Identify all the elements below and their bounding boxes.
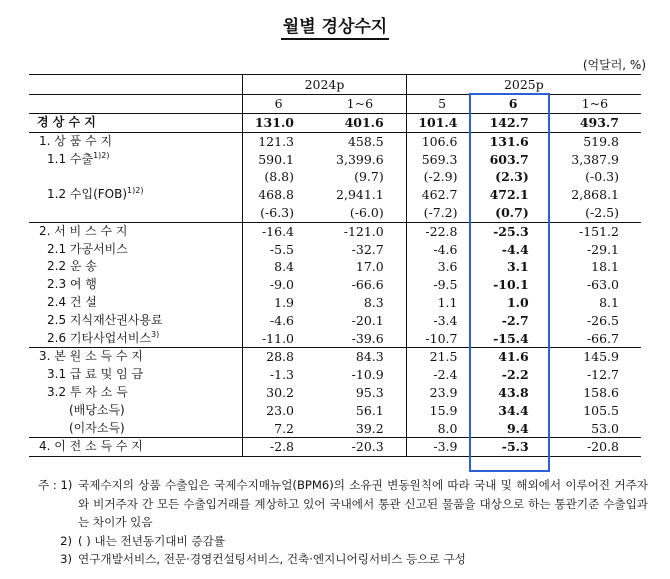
row-label-text: 1. 상 품 수 지 [39,133,113,148]
row-label-text: 3.2 투 자 소 득 [47,384,128,399]
table-cell: 21.5 [406,348,477,366]
table-cell: 603.7 [489,151,529,167]
table-row [29,384,641,402]
table-cell: (8.8) [243,168,314,186]
row-label [29,241,243,259]
table-cell: -5.5 [243,241,314,259]
table-cell: -20.3 [314,438,406,457]
row-label-text: 4. 이 전 소 득 수 지 [39,439,143,454]
table-row [29,132,641,150]
row-label-text: (이자소득) [69,420,125,435]
row-label-text: 2.5 지식재산권사용료 [47,312,163,327]
table-row [29,294,641,312]
row-label [29,276,243,294]
table-row [29,312,641,330]
footnote [38,476,648,532]
footnote-ref: 1)2) [127,186,144,196]
table-cell: 8.0 [406,420,477,438]
table-cell: 8.4 [243,258,314,276]
table-cell: 158.6 [583,384,619,400]
month-header: 1~6 [549,95,641,114]
table-cell: 145.9 [549,348,641,366]
table-cell: 2,868.1 [571,187,619,203]
row-label-text: 2.1 가공서비스 [47,241,128,256]
row-label-text: 2.6 기타사업서비스 [47,330,152,345]
row-label-text: 3.1 급 료 및 임 금 [47,367,144,382]
table-cell: -11.0 [243,330,314,348]
month-header: 1~6 [314,95,406,114]
table-cell: -4.6 [406,241,477,259]
row-label [29,186,243,204]
table-cell: -4.6 [243,312,314,330]
table-cell: -2.8 [243,438,314,457]
footnote-mark: 주 : 1) [38,478,73,492]
table-cell: 569.3 [406,151,477,169]
row-label [29,330,243,348]
table-cell: 1.1 [406,294,477,312]
table-cell: -12.7 [586,367,619,383]
table-cell: 9.4 [506,420,529,436]
table-cell: -25.3 [477,222,548,240]
footnote-text: 국제수지의 상품 수출입은 국제수지매뉴얼(BPM6)의 소유권 변동원칙에 따라 국내 및 해외에서 이루어진 거주자와 비거주자 간 모든 수출입거래를 계상하고 있어 국내에서 통관 신고된 물품을 대상으로 하는 통관기준 수출입과는 차이가 있음 [78,478,648,530]
table-cell: 519.8 [583,133,619,149]
table-cell: (-2.9) [406,168,477,186]
table-cell: (-0.3) [585,169,619,185]
row-label-text: 경 상 수 지 [37,115,96,129]
table-cell: 590.1 [243,151,314,169]
footnote-ref: 1)2) [93,150,110,160]
table-cell: -20.8 [549,438,641,457]
table-row [29,151,641,169]
table-cell: (9.7) [354,169,384,185]
table-row [29,366,641,384]
table-cell: 56.1 [355,402,384,418]
footnote [38,532,648,551]
table-row [29,114,641,133]
table-row [29,330,641,348]
table-cell: 15.9 [406,402,477,420]
table-cell: -1.3 [243,366,314,384]
table-row [29,438,641,457]
table-cell: 8.3 [363,294,384,310]
table-cell: -9.0 [243,276,314,294]
row-label-text: 2.3 여 행 [47,277,97,292]
month-header: 6 [477,95,548,114]
table-cell: (-7.2) [406,204,477,222]
table-cell: 95.3 [355,384,384,400]
table-cell: 493.7 [549,114,641,133]
table-cell: 468.8 [243,186,314,204]
table-cell: -4.4 [501,241,529,257]
month-header-row [29,95,641,114]
table-cell: 121.3 [243,132,314,150]
table-cell: -9.5 [406,276,477,294]
table-cell: -151.2 [549,222,641,240]
table-cell: 84.3 [314,348,406,366]
table-cell: -66.7 [586,330,619,346]
row-label [29,222,243,240]
row-label [29,204,243,222]
year-2025-header: 2025p [406,75,641,95]
table-cell: 105.5 [583,402,619,418]
footnote-mark: 3) [60,552,72,567]
table-cell: 2,941.1 [336,187,384,203]
table-cell: -3.9 [406,438,477,457]
row-label-text: 2. 서 비 스 수 지 [39,223,128,238]
table-cell: 39.2 [355,420,384,436]
table-cell: -10.7 [406,330,477,348]
table-cell: -29.1 [586,241,619,257]
table-cell: -16.4 [243,222,314,240]
table-cell: 1.9 [243,294,314,312]
page-title: 월별 경상수지 [0,12,670,37]
table-cell: 7.2 [243,420,314,438]
corner-cell [29,75,243,95]
table-cell: -10.1 [493,277,529,293]
table-cell: 17.0 [355,259,384,275]
table-cell: 8.1 [599,294,619,310]
table-cell: -5.3 [477,438,548,457]
table-cell: 23.0 [243,402,314,420]
table-row [29,402,641,420]
table-cell: 131.6 [489,133,529,149]
table-row [29,186,641,204]
row-label-text: (배당소득) [69,402,125,417]
row-label-text: 1.1 수출 [47,151,94,166]
year-2024-header: 2024p [243,75,406,95]
row-label [29,420,243,438]
table-cell: -3.4 [406,312,477,330]
footnote-mark: 2) [60,533,72,548]
row-label [29,384,243,402]
table-cell: -66.6 [351,277,384,293]
table-cell: (2.3) [495,169,529,185]
table-row [29,168,641,186]
table-cell: (-6.0) [349,204,384,220]
table-cell: 1.0 [506,294,529,310]
row-label-text: 3. 본 원 소 득 수 지 [39,349,143,364]
table-cell: (0.7) [495,204,529,220]
table-cell: -10.9 [351,367,384,383]
unit-label: (억달러, %) [582,58,646,72]
table-cell: 3,399.6 [336,151,384,167]
table-row [29,348,641,366]
table-cell: 23.9 [406,384,477,402]
year-header-row [29,75,641,95]
table-cell: -121.0 [314,222,406,240]
row-label [29,114,243,133]
month-header: 6 [243,95,314,114]
table-cell: -22.8 [406,222,477,240]
row-label [29,151,243,169]
table-cell: 142.7 [477,114,548,133]
table-cell: 53.0 [591,420,619,436]
table-cell: -2.4 [406,366,477,384]
table-cell: -63.0 [586,277,619,293]
table-cell: -32.7 [351,241,384,257]
table-row [29,258,641,276]
row-label [29,294,243,312]
table-cell: 106.6 [406,132,477,150]
table-cell: 401.6 [314,114,406,133]
table-row [29,241,641,259]
table-cell: -26.5 [586,312,619,328]
row-label [29,312,243,330]
table-cell: 462.7 [406,186,477,204]
table-cell: (-6.3) [243,204,314,222]
table-cell: 43.8 [498,384,529,400]
table-cell: 101.4 [406,114,477,133]
table-cell: 131.0 [243,114,314,133]
row-label [29,168,243,186]
table-cell: 34.4 [498,402,529,418]
table-cell: -20.1 [351,312,384,328]
table-cell: 3.6 [406,258,477,276]
footnotes [38,476,648,569]
table-row [29,276,641,294]
table-row [29,204,641,222]
table-row [29,420,641,438]
table-cell: 3.1 [506,259,529,275]
row-label [29,258,243,276]
row-label [29,402,243,420]
table-cell: -15.4 [493,330,529,346]
row-label [29,132,243,150]
footnote-text: 연구개발서비스, 전문·경영컨설팅서비스, 건축·엔지니어링서비스 등으로 구성 [78,552,466,567]
row-label [29,438,243,457]
row-label-text: 2.4 건 설 [47,294,97,309]
table-cell: -2.2 [501,367,529,383]
table-cell: 28.8 [243,348,314,366]
table-cell: 472.1 [489,187,529,203]
footnote-ref: 3) [151,329,160,339]
row-label [29,366,243,384]
row-label-text: 1.2 수입(FOB) [47,187,128,202]
table-cell: 18.1 [591,259,619,275]
table-cell: -39.6 [351,330,384,346]
table-cell: 3,387.9 [571,151,619,167]
current-account-table [29,74,641,457]
row-label-text: 2.2 운 송 [47,259,97,274]
table-row [29,222,641,240]
footnote [38,550,648,569]
month-header: 5 [406,95,477,114]
row-label [29,348,243,366]
table-cell: -2.7 [501,312,529,328]
table-cell: (-2.5) [585,204,619,220]
table-cell: 30.2 [243,384,314,402]
table-cell: 458.5 [347,133,384,149]
table-cell: 41.6 [477,348,548,366]
footnote-text: ( ) 내는 전년동기대비 증감률 [78,533,225,548]
